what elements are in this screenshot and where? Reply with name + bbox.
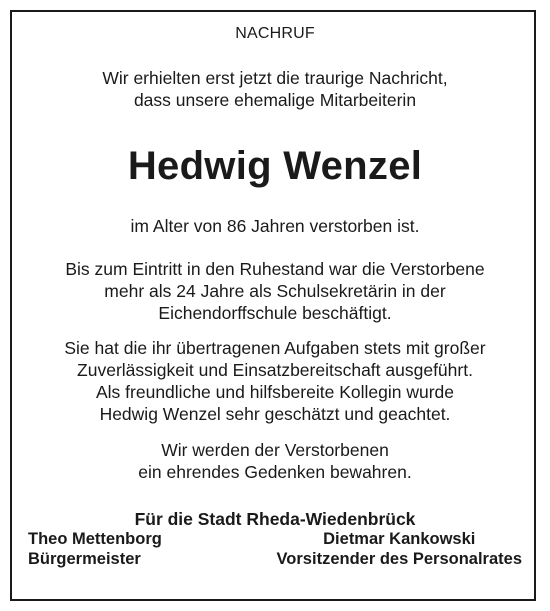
signatory-title: Bürgermeister bbox=[28, 550, 141, 568]
career-line-1: Bis zum Eintritt in den Ruhestand war die Verstorbene bbox=[65, 259, 485, 279]
tribute-paragraph bbox=[0, 337, 550, 425]
age-line-text: im Alter von 86 Jahren verstorben ist. bbox=[130, 216, 420, 236]
tribute-line-3: Als freundliche und hilfsbereite Kollegin wurde bbox=[96, 382, 454, 402]
remembrance-line-1: Wir werden der Verstorbenen bbox=[161, 440, 389, 460]
career-line-3: Eichendorffschule beschäftigt. bbox=[158, 303, 392, 323]
career-paragraph bbox=[0, 258, 550, 324]
tribute-line-1: Sie hat die ihr übertragenen Aufgaben stets mit großer bbox=[64, 338, 486, 358]
deceased-name: Hedwig Wenzel bbox=[127, 144, 423, 188]
age-line bbox=[0, 215, 550, 237]
sender-line bbox=[0, 508, 550, 530]
intro-line-1: Wir erhielten erst jetzt die traurige Nachricht, bbox=[102, 68, 448, 88]
tribute-line-4: Hedwig Wenzel sehr geschätzt und geachtet. bbox=[99, 404, 451, 424]
signatory-staff-council bbox=[277, 529, 522, 569]
notice-heading: NACHRUF bbox=[235, 25, 315, 42]
tribute-line-2: Zuverlässigkeit und Einsatzbereitschaft ausgeführt. bbox=[77, 360, 473, 380]
signatory-name: Theo Mettenborg bbox=[28, 530, 162, 548]
intro-paragraph bbox=[0, 67, 550, 111]
remembrance-line-2: ein ehrendes Gedenken bewahren. bbox=[138, 462, 412, 482]
remembrance-paragraph bbox=[0, 439, 550, 483]
intro-line-2: dass unsere ehemalige Mitarbeiterin bbox=[133, 90, 417, 110]
signatory-title: Vorsitzender des Personalrates bbox=[276, 550, 522, 568]
signatory-mayor bbox=[28, 529, 162, 569]
signatory-name: Dietmar Kankowski bbox=[323, 530, 476, 548]
career-line-2: mehr als 24 Jahre als Schulsekretärin in der bbox=[104, 281, 446, 301]
sender-text: Für die Stadt Rheda-Wiedenbrück bbox=[134, 509, 416, 529]
